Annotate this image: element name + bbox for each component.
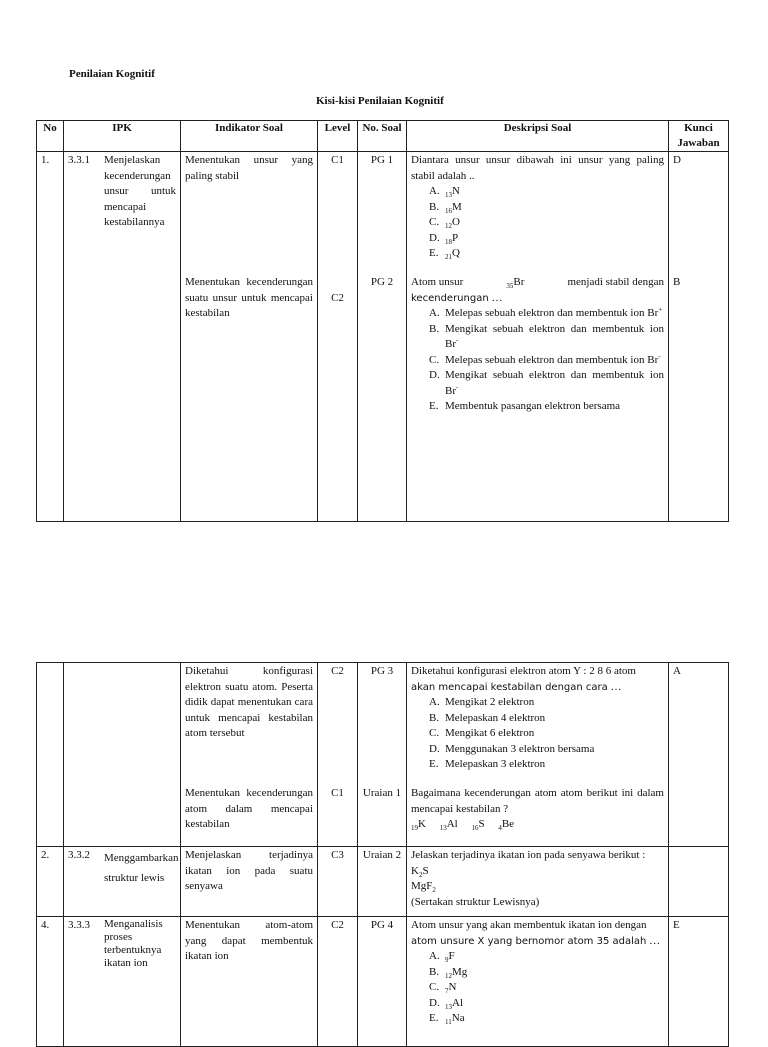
option-item: A. $_9$F — [429, 950, 455, 965]
option-list — [411, 306, 664, 415]
option-list — [411, 949, 664, 1027]
ipk-text: Menggambarkan struktur lewis — [104, 852, 179, 884]
option-item: D. Menggunakan 3 elektron bersama — [429, 742, 595, 755]
option-item: A. $_{13}$N — [429, 185, 460, 200]
table-title: Kisi-kisi Penilaian Kognitif — [316, 95, 444, 107]
deskripsi-cell — [407, 917, 669, 1047]
row-number: 1. — [37, 152, 64, 522]
level-value: C2 — [331, 292, 344, 304]
question-block — [411, 153, 664, 275]
kunci-cell — [669, 847, 729, 917]
col-header-deskripsi: Deskripsi Soal — [407, 121, 669, 152]
no-soal-cell — [358, 917, 407, 1047]
kunci-cell — [669, 152, 729, 522]
option-item: C. $_{12}$O — [429, 216, 460, 231]
ipk-code: 3.3.3 — [68, 919, 90, 931]
kunci-value: A — [673, 665, 681, 677]
table-row — [37, 847, 729, 917]
option-item: C. Melepas sebuah elektron dan membentuk ion Br- — [429, 351, 661, 366]
no-soal-cell — [358, 152, 407, 522]
ipk-text: Menganalisis proses terbentuknya ikatan ion — [104, 918, 163, 969]
option-item: C. $_7$N — [429, 981, 457, 996]
indikator-text: Menjelaskan terjadinya ikatan ion pada suatu senyawa — [185, 849, 313, 892]
kunci-value: B — [673, 276, 681, 288]
level-cell — [318, 663, 358, 847]
indikator-text: Menentukan unsur yang paling stabil — [185, 154, 313, 182]
level-cell — [318, 917, 358, 1047]
option-item: C. Mengikat 6 elektron — [429, 727, 535, 739]
option-item: B. Melepaskan 4 elektron — [429, 711, 546, 724]
table-header-row — [37, 121, 729, 152]
indikator-text: Diketahui konfigurasi elektron suatu atom. Peserta didik dapat menentukan cara untuk mencapai kestabilan atom tersebut — [185, 665, 313, 739]
option-item: B. $_{12}$Mg — [429, 965, 468, 980]
deskripsi-cell — [407, 847, 669, 917]
col-header-ipk: IPK — [64, 121, 181, 152]
question-block — [411, 275, 664, 415]
no-soal-value: PG 3 — [370, 665, 394, 677]
option-item: A. Mengikat 2 elektron — [429, 696, 535, 708]
atom-item: $_4$Be — [498, 818, 515, 833]
col-header-kunci: Kunci Jawaban — [669, 121, 729, 152]
table-row — [37, 663, 729, 847]
indikator-cell — [181, 917, 318, 1047]
level-value: C2 — [331, 665, 344, 677]
deskripsi-cell — [407, 663, 669, 847]
indikator-cell — [181, 152, 318, 522]
question-text: Jelaskan terjadinya ikatan ion pada senyawa berikut : — [411, 849, 646, 861]
formula-mgf2: MgF$_2$ — [411, 880, 436, 895]
deskripsi-cell — [407, 152, 669, 522]
option-item: E. Membentuk pasangan elektron bersama — [429, 400, 621, 412]
option-item: D. Mengikat sebuah elektron dan membentuk ion Br- — [429, 369, 664, 397]
formula-k2s: $K_2S$ — [411, 864, 429, 879]
ipk-text: Menjelaskan kecenderungan unsur untuk mencapai kestabilannya — [104, 154, 176, 228]
question-text-line-2: atom unsure X yang bernomor atom 35 adalah … — [411, 934, 661, 947]
row-number: 2. — [37, 847, 64, 917]
kunci-cell — [669, 917, 729, 1047]
level-value: C1 — [331, 787, 344, 799]
no-soal-value: PG 2 — [370, 276, 394, 288]
kunci-value: D — [673, 154, 681, 166]
table-row — [37, 152, 729, 522]
ipk-cell — [64, 847, 181, 917]
level-cell — [318, 152, 358, 522]
no-soal-value: PG 1 — [370, 154, 394, 166]
atom-item: $_{13}$Al — [439, 818, 458, 833]
ipk-code: 3.3.2 — [68, 849, 90, 861]
row-number: 4. — [37, 917, 64, 1047]
option-item: B. Mengikat sebuah elektron dan membentuk ion Br- — [429, 322, 664, 350]
ipk-cell — [64, 917, 181, 1047]
table-row — [37, 917, 729, 1047]
col-header-level: Level — [318, 121, 358, 152]
option-item: E. $_{11}$Na — [429, 1012, 465, 1027]
kisi-table-page-2 — [36, 662, 729, 1047]
col-header-no-soal: No. Soal — [358, 121, 407, 152]
question-block — [411, 664, 664, 786]
no-soal-value: PG 4 — [370, 919, 394, 931]
question-text: Diantara unsur unsur dibawah ini unsur yang paling stabil adalah .. — [411, 154, 664, 182]
option-list — [411, 184, 664, 262]
indikator-text: Menentukan kecenderungan suatu unsur untuk mencapai kestabilan — [185, 276, 313, 319]
option-item: E. Melepaskan 3 elektron — [429, 758, 546, 770]
kunci-value: E — [673, 919, 680, 931]
row-number — [37, 663, 64, 847]
option-item: D. $_{18}$P — [429, 231, 459, 246]
indikator-cell — [181, 847, 318, 917]
level-value: C1 — [331, 154, 344, 166]
no-soal-cell — [358, 663, 407, 847]
question-note: (Sertakan struktur Lewisnya) — [411, 895, 540, 908]
option-item: D. $_{13}$Al — [429, 996, 463, 1011]
atom-list — [411, 817, 664, 833]
level-cell — [318, 847, 358, 917]
level-value: C2 — [331, 919, 344, 931]
question-block — [411, 786, 664, 833]
kisi-table-page-1 — [36, 120, 729, 522]
col-header-indikator: Indikator Soal — [181, 121, 318, 152]
ipk-code: 3.3.1 — [68, 154, 90, 166]
question-text-line-2: akan mencapai kestabilan dengan cara … — [411, 680, 622, 693]
option-item: E. $_{21}$Q — [429, 247, 460, 262]
indikator-text: Menentukan kecenderungan atom dalam mencapai kestabilan — [185, 787, 313, 830]
no-soal-value: Uraian 1 — [362, 787, 402, 799]
option-item: A. Melepas sebuah elektron dan membentuk ion Br+ — [429, 305, 663, 319]
atom-item: $_{19}$K — [411, 818, 426, 833]
section-title: Penilaian Kognitif — [69, 68, 155, 80]
indikator-cell — [181, 663, 318, 847]
question-text: Atom unsur yang akan membentuk ikatan ion dengan — [411, 919, 647, 931]
indikator-text: Menentukan atom-atom yang dapat membentuk ikatan ion — [185, 919, 313, 962]
atom-item: $_{16}$S — [471, 818, 485, 833]
option-list — [411, 695, 664, 773]
question-text-line-2: kecenderungan … — [411, 291, 503, 304]
question-text: Bagaimana kecenderungan atom atom berikut ini dalam mencapai kestabilan ? — [411, 787, 664, 815]
col-header-no: No — [37, 121, 64, 152]
no-soal-cell — [358, 847, 407, 917]
no-soal-value: Uraian 2 — [362, 849, 402, 861]
ipk-cell — [64, 663, 181, 847]
question-text: Atom unsur $_{35}$Br menjadi stabil dengan — [411, 276, 664, 291]
option-item: B. $_{16}$M — [429, 200, 462, 215]
level-value: C3 — [331, 849, 344, 861]
question-text: Diketahui konfigurasi elektron atom Y : 2 8 6 atom — [411, 665, 636, 677]
kunci-cell — [669, 663, 729, 847]
ipk-cell — [64, 152, 181, 522]
